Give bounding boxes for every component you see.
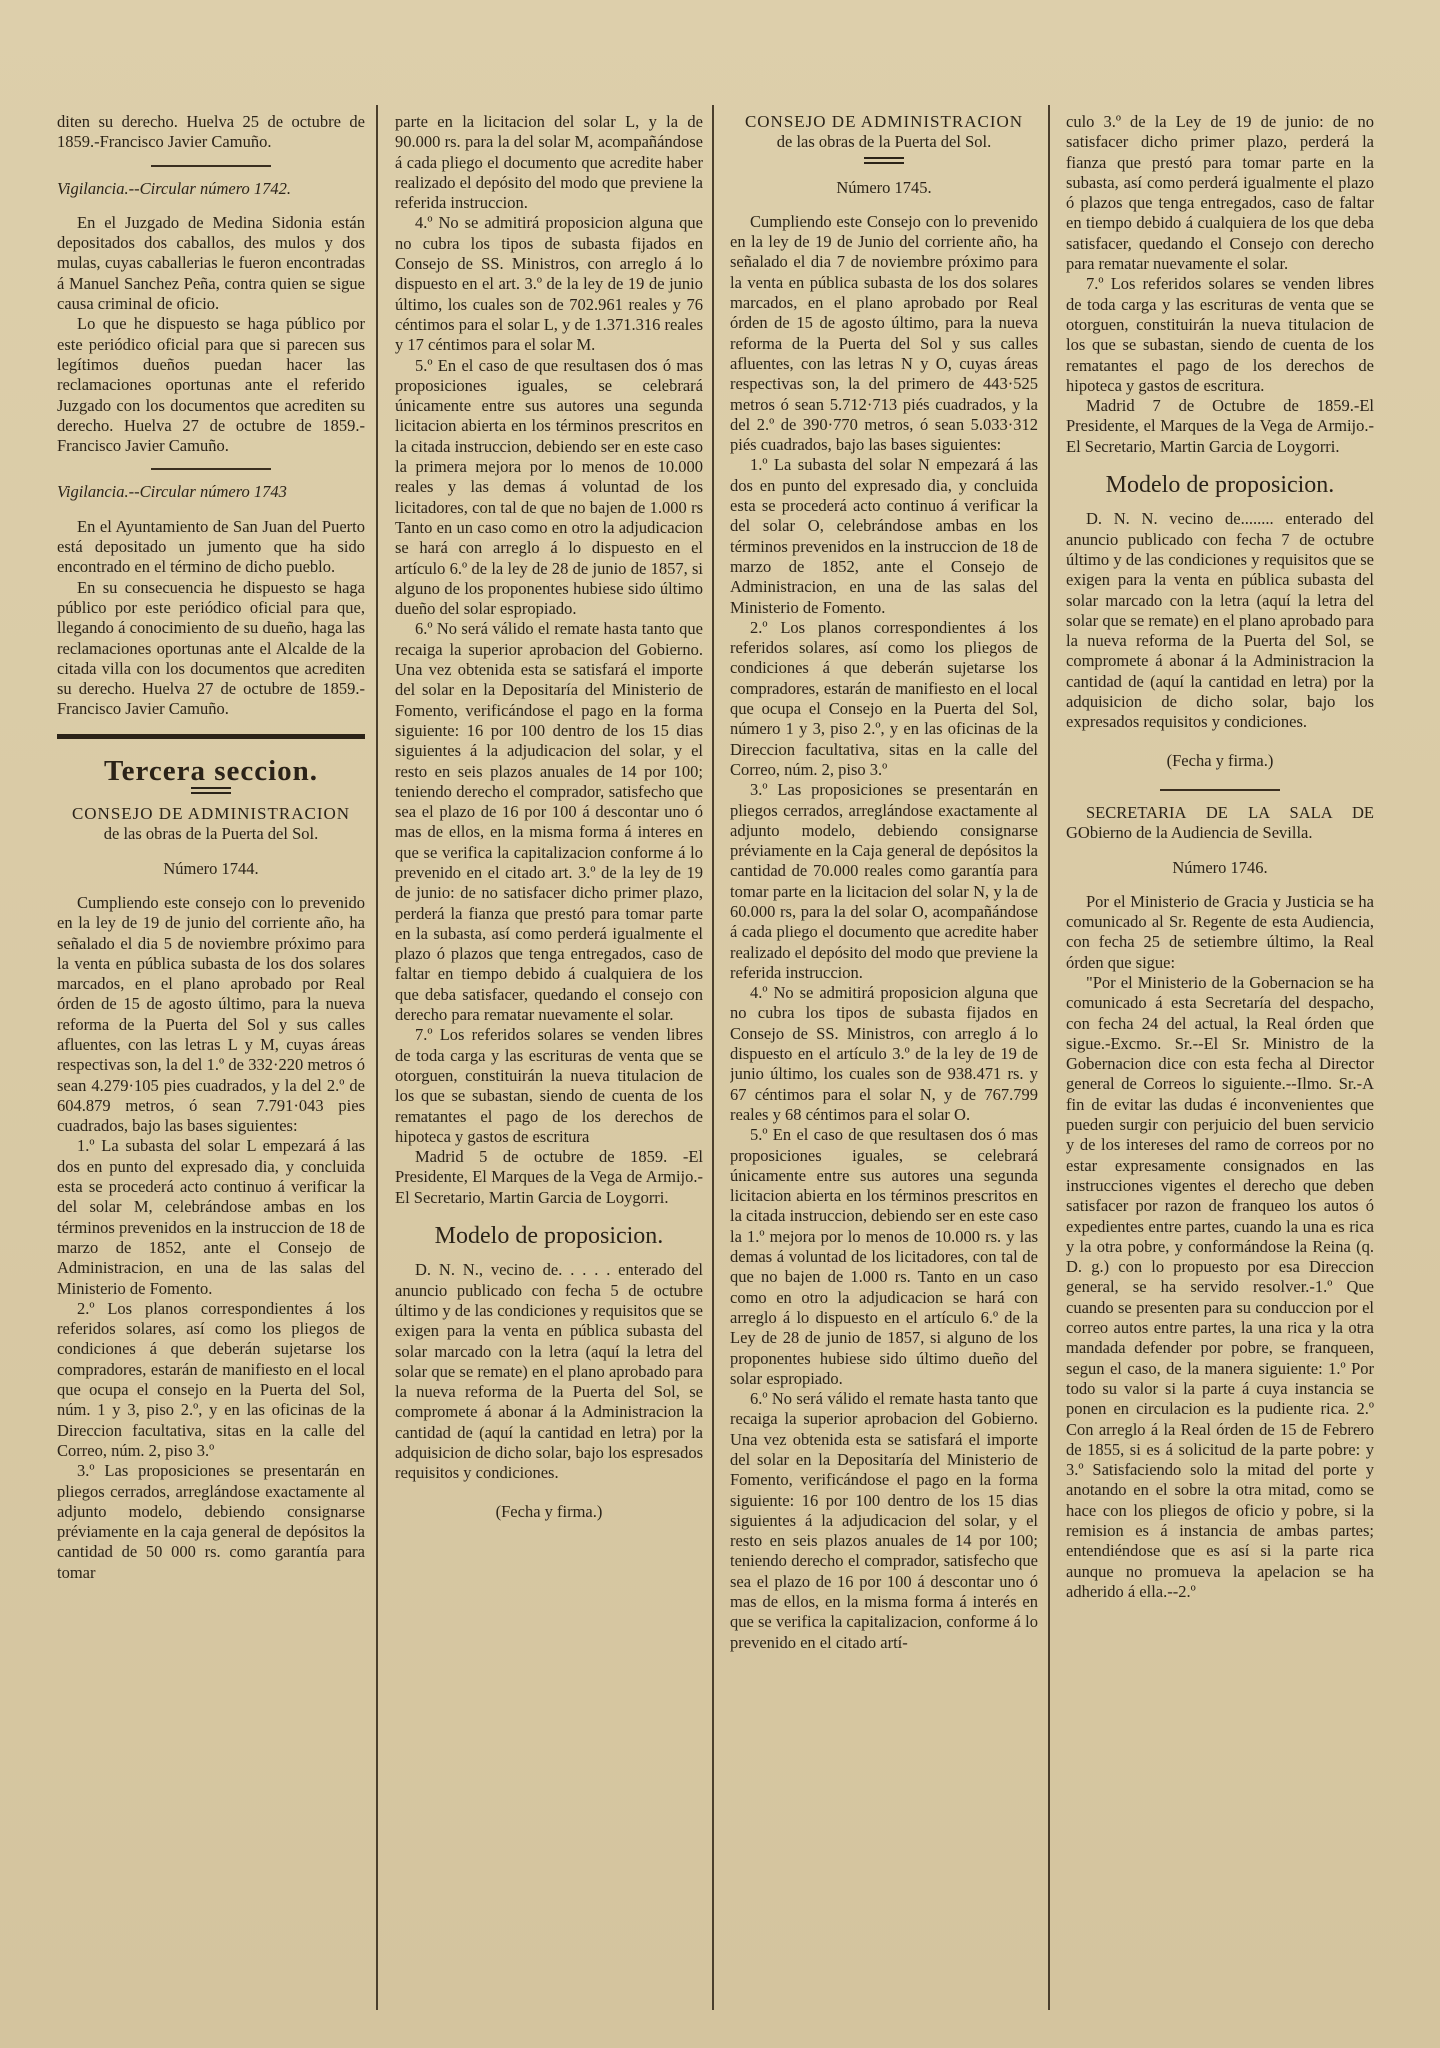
column-rule: [376, 105, 378, 2010]
consejo-heading: CONSEJO DE ADMINISTRACION: [744, 112, 1024, 131]
paragraph: 1.º La subasta del solar L empezará á las dos en punto del expresado dia, y concluida esta se procederá acto continuo á verificar la del solar M, celebrándose ambas en los términos prevenidos en la instruccion de 18 de marzo de 1852, ante el Consejo de Administracion, en una de las salas del Ministerio de Fomento.: [57, 1136, 365, 1298]
paragraph: 7.º Los referidos solares se venden libres de toda carga y las escrituras de venta que se otorguen, constituirán la nueva titulacion de los que se subastan, siendo de cuenta de los rematantes el pago de los derechos de hipoteca y gastos de escritura: [395, 1025, 703, 1146]
paragraph: D. N. N., vecino de. . . . . enterado del anuncio publicado con fecha 5 de octubre último y de las condiciones y requisitos que se exigen para la venta en pública subasta del solar marcado con la letra (aquí la letra del solar que se remate) en el plano aprobado para la nueva reforma de la Puerta del Sol, se compromete á abonar á la Administracion la cantidad de (aquí la cantidad en letra) por la adquisicion de dicho solar, bajo los espresados requisitos y condiciones.: [395, 1260, 703, 1483]
column-4: [1066, 112, 1374, 2022]
notice-number: Número 1744.: [163, 858, 259, 878]
paragraph: 3.º Las proposiciones se presentarán en pliegos cerrados, arreglándose exactamente al adjunto modelo, debiendo consignarse préviamente en la Caja general de depósitos la cantidad de 70.000 reales como garantía para tomar parte en la licitacion del solar N, y la de 60.000 rs, para la del solar O, acompañándose á cada pliego el documento que acredite haber realizado el depósito del modo que previene la referida instruccion.: [730, 780, 1038, 982]
paragraph: 6.º No será válido el remate hasta tanto que recaiga la superior aprobacion del Gobierno. Una vez obtenida esta se satisfará el importe del solar en la Depositaría del Ministerio de Fomento, verificándose el pago en la forma siguiente: 16 por 100 dentro de los 15 dias siguientes á la adjudicacion del solar, y el resto en seis plazos anuales de 14 por 100; teniendo derecho el comprador, satisfecho que sea el plazo de 16 por 100 á descontar uno ó mas de ellos, en la misma forma á interés en que se verifica la capitalizacion, conforme á lo prevenido en el citado artí-: [730, 1389, 1038, 1652]
divider: [151, 165, 271, 167]
paragraph: 1.º La subasta del solar N empezará á las dos en punto del expresado dia, y concluida esta se procederá acto continuo á verificar la del solar O, celebrándose ambas en los términos prevenidos en la instruccion de 18 de marzo de 1852, ante el Consejo de Administracion, en una de las salas del Ministerio de Fomento.: [730, 455, 1038, 617]
section-title: Tercera seccion.: [103, 754, 319, 787]
modelo-heading: Modelo de proposicion.: [1105, 472, 1335, 499]
paragraph: 4.º No se admitirá proposicion alguna que no cubra los tipos de subasta fijados en Consejo de SS. Ministros, con arreglo á lo dispuesto en el artículo 3.º de la ley de 19 de junio último, los cuales son de 938.471 rs. y 67 céntimos para el solar N, y de 767.799 reales y 68 céntimos para el solar O.: [730, 983, 1038, 1124]
divider: [1160, 789, 1280, 791]
paragraph: 5.º En el caso de que resultasen dos ó mas proposiciones iguales, se celebrará únicamente entre sus autores una segunda licitacion abierta en los términos prescritos en la citada instruccion, debiendo ser en este caso la 1.º mejora por lo menos de 10.000 rs. y las demas á voluntad de los licitadores, con tal de que no bajen de 1.000 rs. Tanto en un caso como en otro la adjudicacion se hará con arreglo á lo dispuesto en el artículo 6.º de la Ley de 28 de junio de 1857, si alguno de los proponentes hubiese sido último dueño del solar espropiado.: [730, 1125, 1038, 1388]
paragraph: Por el Ministerio de Gracia y Justicia se ha comunicado al Sr. Regente de esta Audiencia, con fecha 25 de setiembre último, la Real órden que sigue:: [1066, 891, 1374, 972]
notice-number: Número 1746.: [1172, 857, 1268, 877]
modelo-heading: Modelo de proposicion.: [434, 1223, 664, 1250]
column-1: [57, 112, 365, 2022]
paragraph: Lo que he dispuesto se haga público por este periódico oficial para que si parecen sus legítimos dueños puedan hacer las reclamaciones oportunas ante el referido Juzgado con los documentos que acrediten su derecho. Huelva 27 de octubre de 1859.-Francisco Javier Camuño.: [57, 314, 365, 456]
paragraph: Cumpliendo este Consejo con lo prevenido en la ley de 19 de Junio del corriente año, ha señalado el dia 7 de noviembre próximo para la venta en pública subasta de los dos solares marcados, en el plano aprobado por Real órden de 15 de agosto último, para la nueva reforma de la Puerta del Sol y sus calles afluentes, con las letras N y O, cuyas áreas respectivas son, la del primero de 443·525 metros ó sean 5.712·713 piés cuadrados, y la del 2.º de 390·770 metros, ó sean 5.033·312 piés cuadrados, bajo las bases siguientes:: [730, 211, 1038, 455]
circular-heading: Vigilancia.--Circular número 1742.: [57, 178, 292, 198]
signature-paragraph: Madrid 5 de octubre de 1859. -El Presidente, El Marques de la Vega de Armijo.-El Secretario, Martin Garcia de Loygorri.: [395, 1147, 703, 1207]
column-rule: [1048, 105, 1050, 2010]
paragraph: En su consecuencia he dispuesto se haga público por este periódico oficial para que, llegando á conocimiento de su dueño, haga las reclamaciones oportunas ante el Alcalde de la citada villa con los documentos que acrediten su derecho. Huelva 27 de octubre de 1859.-Francisco Javier Camuño.: [57, 577, 365, 719]
paragraph: parte en la licitacion del solar L, y la de 90.000 rs. para la del solar M, acompañándose á cada pliego el documento que acredite haber realizado el depósito del modo que previene la referida instruccion.: [395, 112, 703, 213]
paragraph: culo 3.º de la Ley de 19 de junio: de no satisfacer dicho primer plazo, perderá la fianza que prestó para tomar parte en la subasta, así como perderá igualmente el plazo ó plazos que tenga entregados, caso de faltar en tiempo debido á cualquiera de los que deba satisfacer, quedando el Consejo con derecho para rematar nuevamente el solar.: [1066, 112, 1374, 274]
consejo-heading: CONSEJO DE ADMINISTRACION: [71, 804, 351, 824]
consejo-subheading: de las obras de la Puerta del Sol.: [103, 824, 319, 844]
paragraph: 6.º No será válido el remate hasta tanto que recaiga la superior aprobacion del Gobierno. Una vez obtenida esta se satisfará el importe del solar en la Depositaría del Ministerio de Fomento, verificándose el pago en la forma siguiente: 16 por 100 dentro de los 15 dias siguientes á la adjudicacion del solar, y el resto en seis plazos anuales de 14 por 100; teniendo derecho el comprador, satisfecho que sea el plazo de 16 por 100 á descontar uno ó mas de ellos, en la misma forma á interes en que se verifica la capitalizacion conforme á lo prevenido en el citado art. 3.º de la ley de 19 de junio: de no satisfacer dicho primer plazo, perderá la fianza que prestó para tomar parte en la subasta, así como perderá igualmente el plazo ó plazos que tenga entregados, caso de faltar en tiempo debido á cualquiera de los que deba satisfacer, quedando el consejo con derecho para rematar nuevamente el solar.: [395, 619, 703, 1025]
paragraph: 2.º Los planos correspondientes á los referidos solares, así como los pliegos de condiciones á que deberán sujetarse los compradores, estarán de manifiesto en el local que ocupa el consejo en la Puerta del Sol, núm. 1 y 3, piso 2.º, y en las oficinas de la Direccion facultativa, sitas en la calle del Correo, núm. 2, piso 3.º: [57, 1298, 365, 1460]
paragraph: Cumpliendo este consejo con lo prevenido en la ley de 19 de junio del corriente año, ha señalado el dia 5 de noviembre próximo para la venta en pública subasta de los dos solares marcados, en el plano aprobado por Real órden de 15 de agosto último, para la nueva reforma de la Puerta del Sol y sus calles afluentes, con las letras L y M, cuyas áreas respectivas son, la del 1.º de 332·220 metros ó sean 4.279·105 pies cuadrados, y la del 2.º de 604.879 metros, ó sean 7.791·043 pies cuadrados, bajo las bases siguientes:: [57, 892, 365, 1136]
notice-number: Número 1745.: [836, 177, 932, 197]
paragraph: 5.º En el caso de que resultasen dos ó mas proposiciones iguales, se celebrará únicamente entre sus autores una segunda licitacion abierta en los términos prescritos en la citada instruccion, debiendo ser en este caso la primera mejora por lo menos de 10.000 reales y las demas á voluntad de los licitadores, con tal de que no bajen de 1.000 rs Tanto en un caso como en otro la adjudicacion se hará con arreglo á lo dispuesto en el artículo 6.º de la ley de 28 de junio de 1857, si alguno de los proponentes hubiese sido último dueño del solar espropiado.: [395, 355, 703, 619]
fecha-firma: (Fecha y firma.): [1166, 750, 1274, 770]
fecha-firma: (Fecha y firma.): [495, 1501, 603, 1521]
paragraph: "Por el Ministerio de la Gobernacion se ha comunicado á esta Secretaría del despacho, con fecha 24 del actual, la Real órden que sigue.-Excmo. Sr.--El Sr. Ministro de la Gobernacion dice con esta fecha al Director general de Correos lo siguiente.--Ilmo. Sr.-A fin de evitar las dudas é inconvenientes que pueden surgir con perjuicio del buen servicio y de los intereses del ramo de correos por no estar expresamente consignados en las instrucciones vigentes el derecho que deben satisfacer por razon de franqueo los autos ó expedientes entre partes, cuando la una es rica y la otra pobre, y conformándose la Reina (q. D. g.) con lo propuesto por esa Direccion general, se ha servido resolver.-1.º Que cuando se presenten para su conduccion por el correo autos entre partes, la una rica y la otra mandada defender por pobre, se franqueen, segun el caso, de la manera siguiente: 1.º Por todo su valor si la parte á cuya instancia se ponen en circulacion es la pudiente rica. 2.º Con arreglo á la Real órden de 15 de Febrero de 1855, si es á solicitud de la parte pobre: y 3.º Satisfaciendo solo la mitad del porte y anotando en el sobre la otra mitad, como se hace con los pliegos de oficio y pobre, si la remision es á instancia de ambas partes; entendiéndose que es así si la parte rica aunque no promueva la apelacion se ha adherido á ella.--2.º: [1066, 972, 1374, 1601]
divider: [151, 468, 271, 470]
paragraph: 3.º Las proposiciones se presentarán en pliegos cerrados, arreglándose exactamente al adjunto modelo, debiendo consignarse préviamente en la caja general de depósitos la cantidad de 50 000 rs. como garantía para tomar: [57, 1461, 365, 1582]
column-3: [730, 112, 1038, 2022]
signature-paragraph: Madrid 7 de Octubre de 1859.-El Presidente, el Marques de la Vega de Armijo.-El Secretario, Martin Garcia de Loygorri.: [1066, 396, 1374, 456]
column-rule: [712, 105, 714, 2010]
consejo-subheading: de las obras de la Puerta del Sol.: [776, 132, 992, 152]
paragraph: En el Ayuntamiento de San Juan del Puerto está depositado un jumento que ha sido encontrado en el término de dicho pueblo.: [57, 516, 365, 577]
paragraph: En el Juzgado de Medina Sidonia están depositados dos caballos, des mulos y dos mulas, cuyas caballerias le fueron encontradas á Manuel Sanchez Peña, contra quien se sigue causa criminal de oficio.: [57, 212, 365, 314]
circular-heading: Vigilancia.--Circular número 1743: [57, 482, 287, 502]
paragraph: 4.º No se admitirá proposicion alguna que no cubra los tipos de subasta fijados en Consejo de SS. Ministros, con arreglo á lo dispuesto en el art. 3.º de la ley de 19 de junio último, los cuales son de 702.961 reales y 76 céntimos para el solar L, y de 1.371.316 reales y 17 céntimos para el solar M.: [395, 213, 703, 355]
section-rule: [57, 734, 365, 739]
column-2: [395, 112, 703, 2022]
paragraph: diten su derecho. Huelva 25 de octubre de 1859.-Francisco Javier Camuño.: [57, 112, 365, 152]
paragraph: 2.º Los planos correspondientes á los referidos solares, así como los pliegos de condiciones á que deberán sujetarse los compradores, estarán de manifiesto en el local que ocupa el Consejo en la Puerta del Sol, número 1 y 3, piso 2.º, y en las oficinas de la Direccion facultativa, sitas en la calle del Correo, núm. 2, piso 3.º: [730, 617, 1038, 779]
paragraph: D. N. N. vecino de........ enterado del anuncio publicado con fecha 7 de octubre último y de las condiciones y requisitos que se exigen para la venta en pública subasta del solar marcado con la letra (aquí la letra del solar que se remate) en el plano aprobado para la nueva reforma de la Puerta del Sol, se compromete á abonar á la Administracion la cantidad de (aquí la cantidad en letra) por la adquisicion de dicho solar, bajo los expresados requisitos y condiciones.: [1066, 509, 1374, 732]
divider: [191, 787, 231, 794]
paragraph: 7.º Los referidos solares se venden libres de toda carga y las escrituras de venta que se otorguen, constituirán la nueva titulacion de los que se subastan, siendo de cuenta de los rematantes el pago de los derechos de hipoteca y gastos de escritura.: [1066, 274, 1374, 395]
divider: [864, 157, 904, 164]
secretaria-heading: SECRETARIA DE LA SALA DE GObierno de la Audiencia de Sevilla.: [1066, 802, 1374, 843]
